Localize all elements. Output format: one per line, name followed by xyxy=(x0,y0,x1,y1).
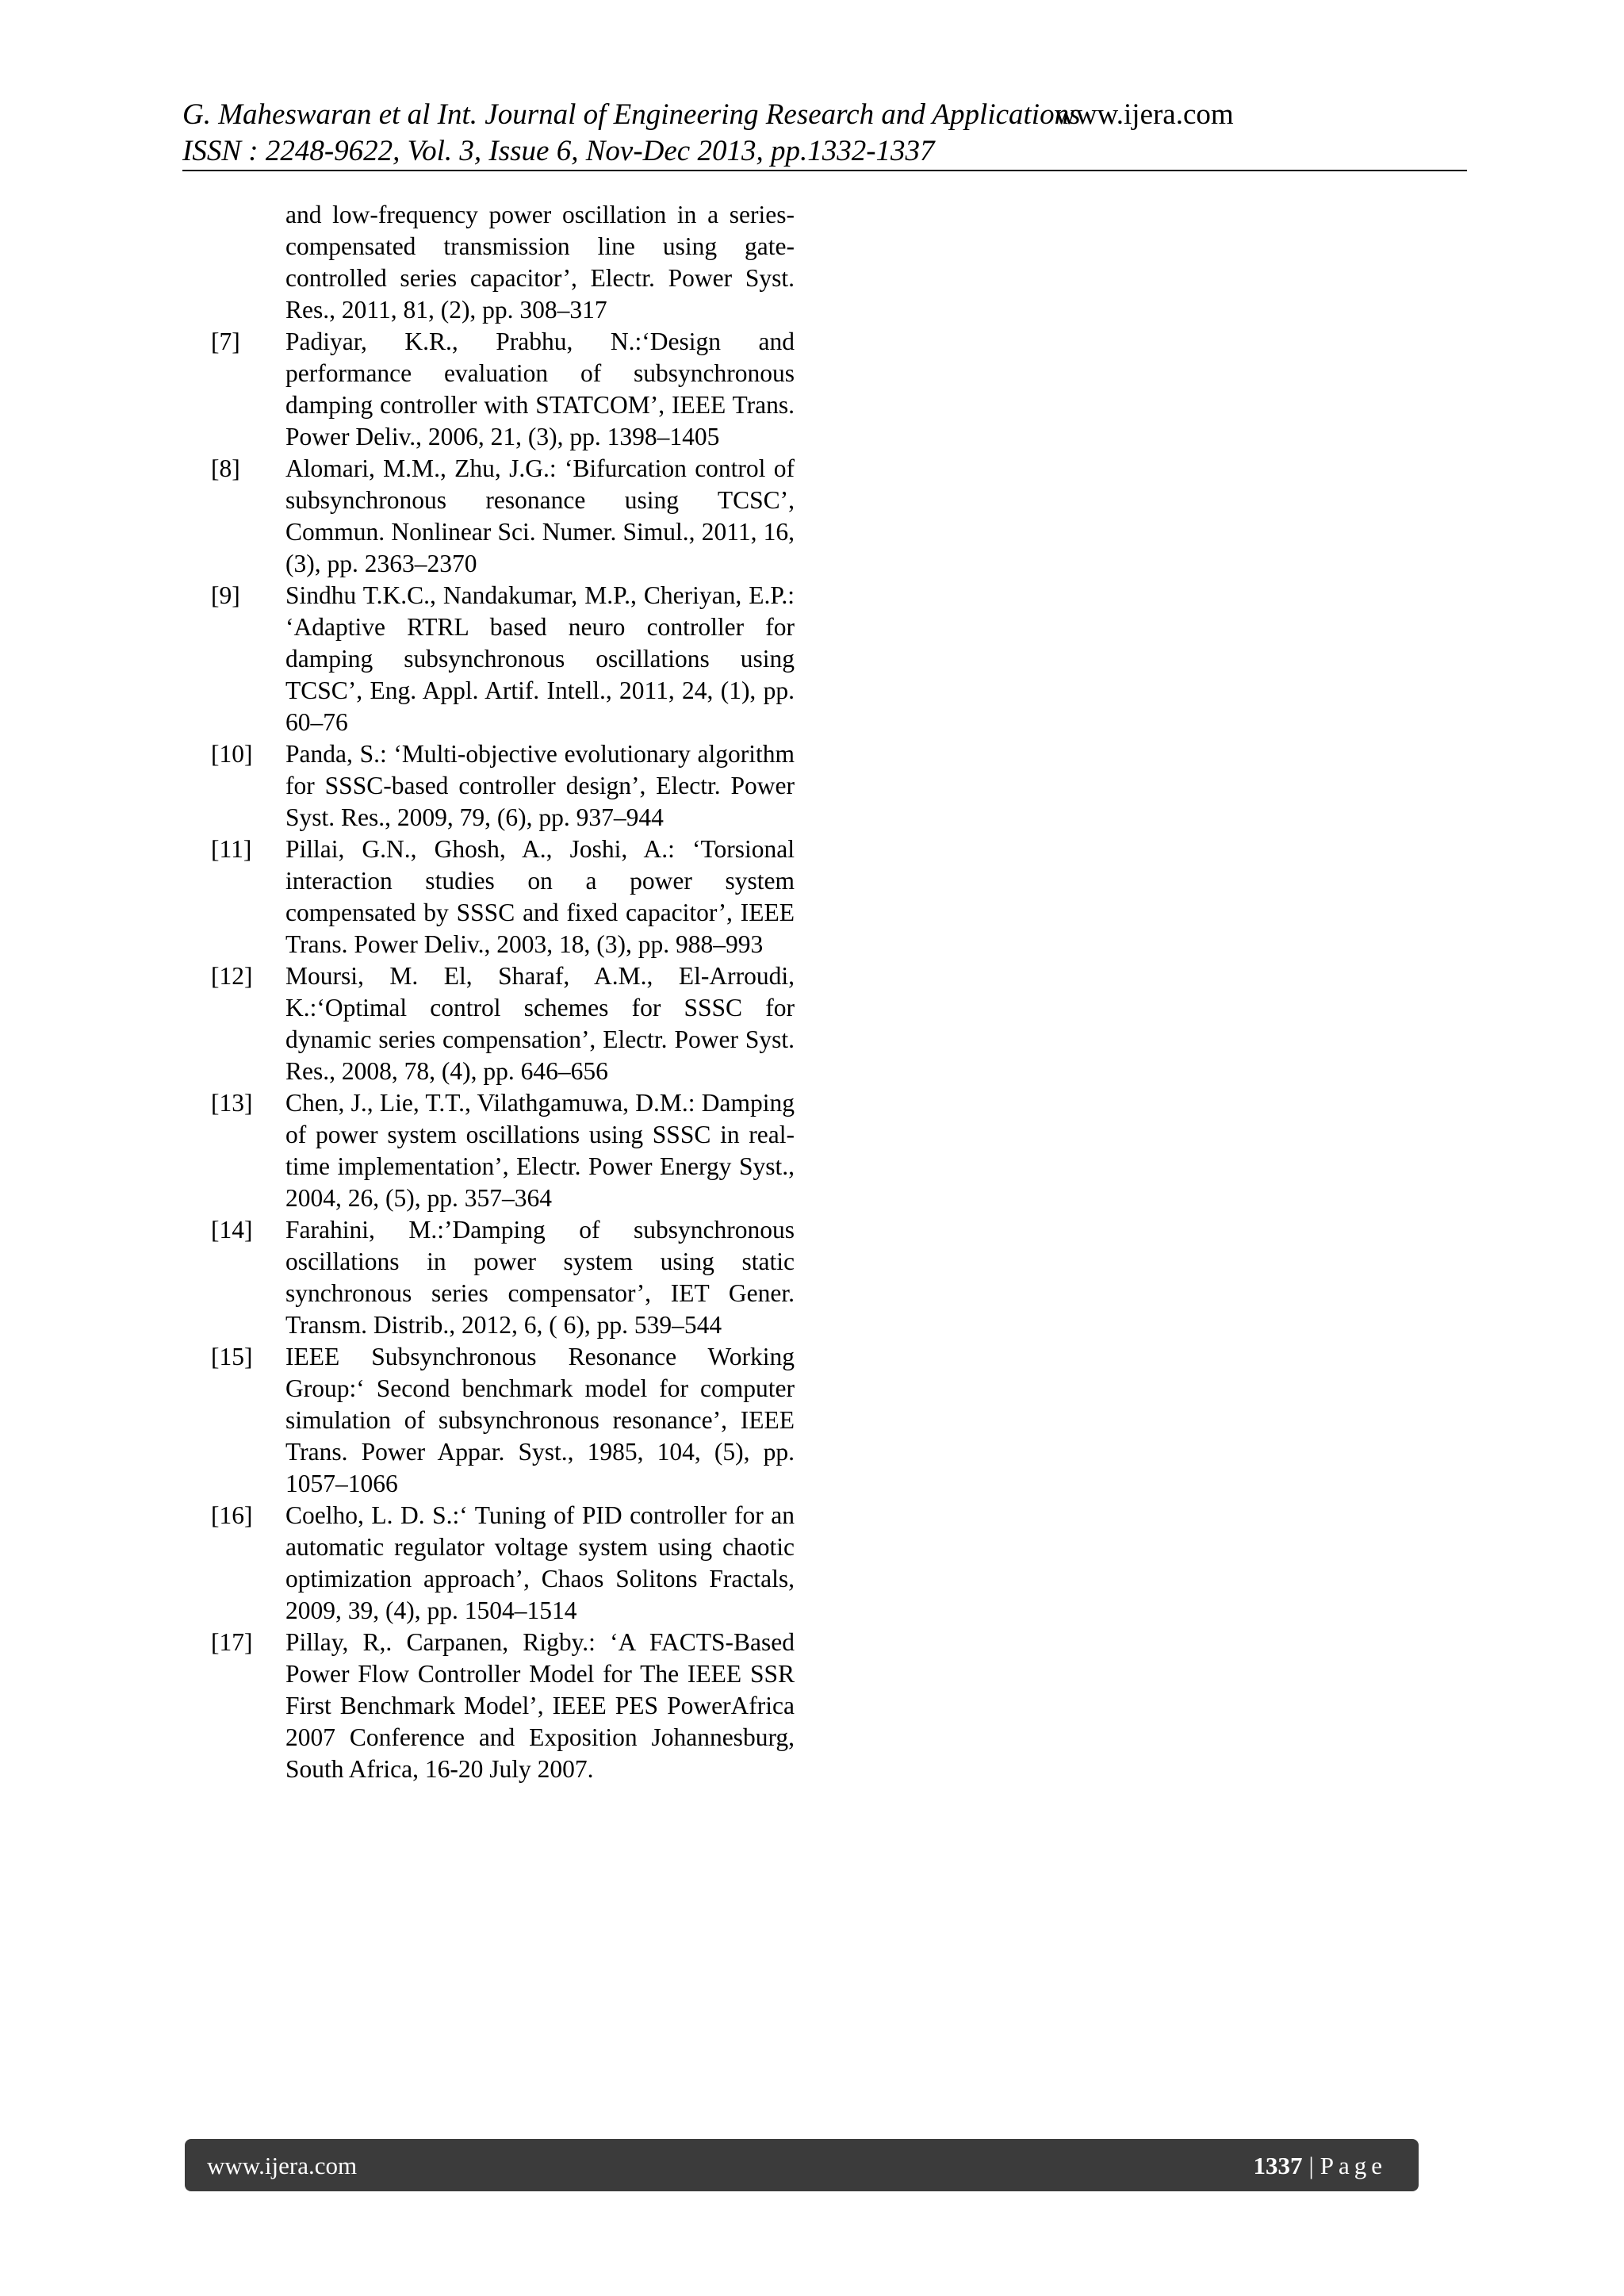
reference-item xyxy=(211,1500,795,1627)
reference-text: Pillay, R,. Carpanen, Rigby.: ‘A FACTS-Based Power Flow Controller Model for The IEEE SSR First Benchmark Model’, IEEE PES PowerAfrica 2007 Conference and Exposition Johannesburg, South Africa, 16-20 July 2007. xyxy=(285,1628,795,1783)
reference-item xyxy=(211,738,795,834)
journal-citation-line: G. Maheswaran et al Int. Journal of Engineering Research and Applications xyxy=(182,98,1081,131)
reference-item xyxy=(211,1341,795,1500)
reference-item xyxy=(211,199,795,326)
reference-text: Coelho, L. D. S.:‘ Tuning of PID controller for an automatic regulator voltage system using chaotic optimization approach’, Chaos Solitons Fractals, 2009, 39, (4), pp. 1504–1514 xyxy=(285,1501,795,1624)
reference-item xyxy=(211,960,795,1087)
reference-item xyxy=(211,1087,795,1214)
page-label: Page xyxy=(1320,2152,1387,2179)
reference-number: [9] xyxy=(211,581,240,609)
reference-list xyxy=(211,199,795,1785)
reference-text: Farahini, M.:’Damping of subsynchronous oscillations in power system using static synchronous series compensator’, IET Gener. Transm. Distrib., 2012, 6, ( 6), pp. 539–544 xyxy=(285,1216,795,1339)
reference-text: Chen, J., Lie, T.T., Vilathgamuwa, D.M.: Damping of power system oscillations using SSSC in real-time implementation’, Electr. Power Energy Syst., 2004, 26, (5), pp. 357–364 xyxy=(285,1089,795,1212)
reference-number: [16] xyxy=(211,1501,253,1529)
header-website: www.ijera.com xyxy=(1055,98,1234,131)
page-indicator xyxy=(1254,2152,1387,2180)
reference-item xyxy=(211,453,795,580)
page-separator: | xyxy=(1308,2152,1314,2179)
reference-text: IEEE Subsynchronous Resonance Working Group:‘ Second benchmark model for computer simulation of subsynchronous resonance’, IEEE Trans. Power Appar. Syst., 1985, 104, (5), pp. 1057–1066 xyxy=(285,1343,795,1497)
page-footer xyxy=(185,2139,1419,2191)
reference-text: Pillai, G.N., Ghosh, A., Joshi, A.: ‘Torsional interaction studies on a power system compensated by SSSC and fixed capacitor’, IEEE Trans. Power Deliv., 2003, 18, (3), pp. 988–993 xyxy=(285,835,795,958)
reference-item xyxy=(211,326,795,453)
reference-number: [15] xyxy=(211,1343,253,1370)
footer-website-link[interactable]: www.ijera.com xyxy=(207,2152,358,2179)
reference-text: Sindhu T.K.C., Nandakumar, M.P., Cheriyan, E.P.: ‘Adaptive RTRL based neuro controller for damping subsynchronous oscillations using TCSC’, Eng. Appl. Artif. Intell., 2011, 24, (1), pp. 60–76 xyxy=(285,581,795,736)
reference-item xyxy=(211,580,795,738)
issn-line: ISSN : 2248-9622, Vol. 3, Issue 6, Nov-Dec 2013, pp.1332-1337 xyxy=(182,135,935,167)
reference-number: [12] xyxy=(211,962,253,990)
reference-number: [11] xyxy=(211,835,252,863)
reference-number: [8] xyxy=(211,454,240,482)
reference-number: [17] xyxy=(211,1628,253,1656)
reference-text: Alomari, M.M., Zhu, J.G.: ‘Bifurcation control of subsynchronous resonance using TCSC’, Commun. Nonlinear Sci. Numer. Simul., 2011, 16, (3), pp. 2363–2370 xyxy=(285,454,795,577)
reference-item xyxy=(211,1627,795,1785)
running-header xyxy=(182,97,1467,170)
reference-text: Padiyar, K.R., Prabhu, N.:‘Design and performance evaluation of subsynchronous damping controller with STATCOM’, IEEE Trans. Power Deliv., 2006, 21, (3), pp. 1398–1405 xyxy=(285,328,795,450)
reference-item xyxy=(211,834,795,960)
header-divider xyxy=(182,170,1467,171)
reference-number: [7] xyxy=(211,328,240,355)
page-number: 1337 xyxy=(1253,2152,1303,2179)
reference-number: [10] xyxy=(211,740,253,768)
reference-number: [13] xyxy=(211,1089,253,1117)
reference-item xyxy=(211,1214,795,1341)
reference-text: and low-frequency power oscillation in a series-compensated transmission line using gate-controlled series capacitor’, Electr. Power Syst. Res., 2011, 81, (2), pp. 308–317 xyxy=(285,201,795,324)
reference-number: [14] xyxy=(211,1216,253,1244)
reference-text: Panda, S.: ‘Multi-objective evolutionary algorithm for SSSC-based controller design’, Electr. Power Syst. Res., 2009, 79, (6), pp. 937–944 xyxy=(285,740,795,831)
reference-text: Moursi, M. El, Sharaf, A.M., El-Arroudi, K.:‘Optimal control schemes for SSSC for dynamic series compensation’, Electr. Power Syst. Res., 2008, 78, (4), pp. 646–656 xyxy=(285,962,795,1085)
